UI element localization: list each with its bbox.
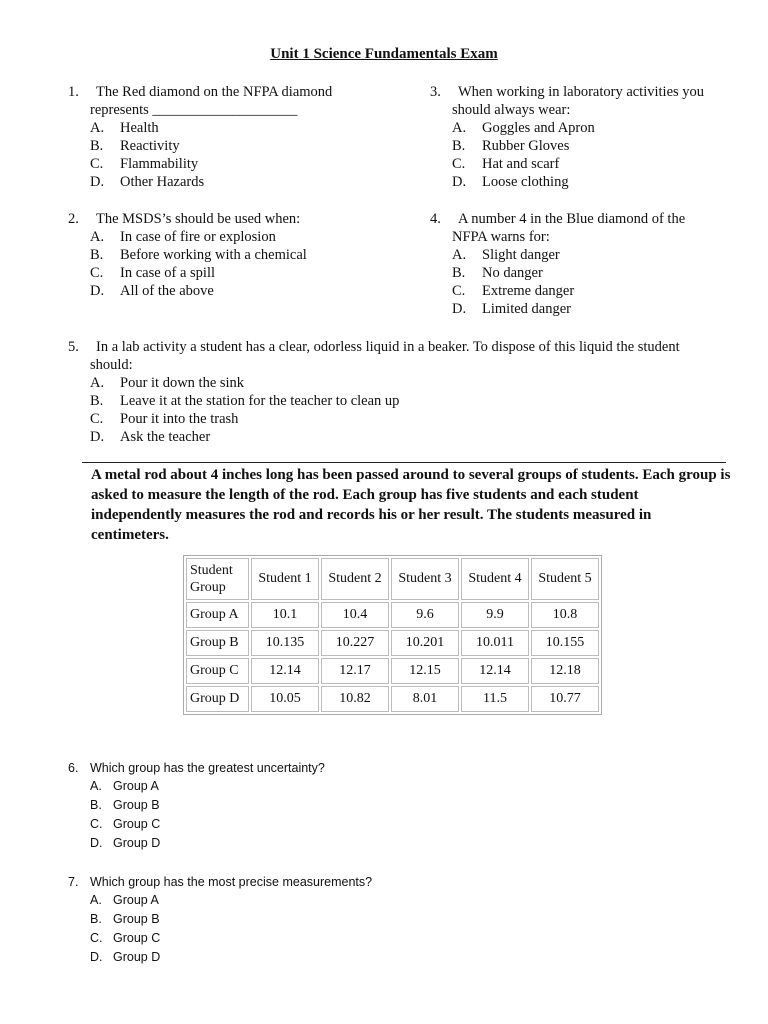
table-row [186, 602, 599, 628]
option-letter: C. [90, 817, 103, 831]
option-text: Hat and scarf [482, 156, 560, 172]
table-cell: 10.227 [321, 630, 389, 656]
question-2 [68, 210, 398, 305]
question-7 [68, 873, 468, 968]
option-letter: B. [90, 393, 104, 409]
option-text: In case of a spill [120, 265, 216, 281]
option-text: Reactivity [120, 138, 180, 154]
option-letter: B. [90, 798, 102, 812]
option-letter: D. [90, 950, 103, 964]
option-text: Loose clothing [482, 174, 569, 190]
option-a[interactable] [90, 777, 159, 795]
column-header: Student 1 [251, 558, 319, 600]
option-text: In case of fire or explosion [120, 229, 276, 245]
option-letter: D. [90, 429, 105, 445]
question-5 [68, 338, 738, 450]
row-label: Group D [186, 686, 249, 712]
table-cell: 9.9 [461, 602, 529, 628]
table-row [186, 630, 599, 656]
table-cell: 10.82 [321, 686, 389, 712]
option-text: Goggles and Apron [482, 120, 595, 136]
option-letter: A. [452, 120, 467, 136]
option-letter: C. [90, 156, 104, 172]
table-cell: 10.201 [391, 630, 459, 656]
table-cell: 12.14 [251, 658, 319, 684]
option-c[interactable] [90, 410, 238, 428]
table-cell: 12.14 [461, 658, 529, 684]
question-1 [68, 83, 398, 193]
option-d[interactable] [90, 173, 204, 191]
option-letter: B. [90, 247, 104, 263]
table-cell: 12.17 [321, 658, 389, 684]
option-letter: D. [90, 836, 103, 850]
option-text: Group C [113, 817, 161, 831]
table-cell: 11.5 [461, 686, 529, 712]
exam-title: Unit 1 Science Fundamentals Exam [270, 46, 498, 62]
question-stem: When working in laboratory activities you [458, 84, 705, 100]
question-stem-continued [90, 101, 297, 119]
option-c[interactable] [90, 155, 198, 173]
question-stem-continued: should always wear: [452, 102, 571, 118]
table-corner-header: Student Group [186, 558, 249, 600]
table-cell: 9.6 [391, 602, 459, 628]
table-cell: 10.77 [531, 686, 599, 712]
option-text: Extreme danger [482, 283, 575, 299]
question-6 [68, 759, 468, 854]
option-text: Limited danger [482, 301, 571, 317]
option-d[interactable] [90, 834, 160, 852]
column-header: Student 2 [321, 558, 389, 600]
option-text: Pour it down the sink [120, 375, 245, 391]
option-a[interactable] [452, 246, 560, 264]
option-c[interactable] [90, 929, 160, 947]
passage-text: A metal rod about 4 inches long has been passed around to several groups of students. Each group is asked to measure the length of the rod. Each group has five students and each student independently measures the rod and records his or her result. The students measured in centimeters. [91, 467, 731, 543]
row-label: Group A [186, 602, 249, 628]
table-header-row [186, 558, 599, 600]
option-text: Leave it at the station for the teacher to clean up [120, 393, 400, 409]
option-letter: B. [90, 912, 102, 926]
option-a[interactable] [90, 891, 159, 909]
option-letter: C. [90, 265, 104, 281]
option-letter: A. [90, 893, 102, 907]
option-c[interactable] [452, 155, 559, 173]
table-cell: 12.18 [531, 658, 599, 684]
option-b[interactable] [90, 392, 399, 410]
option-text: Health [120, 120, 159, 136]
option-b[interactable] [90, 910, 160, 928]
table-row [186, 658, 599, 684]
option-text: Group D [113, 950, 161, 964]
option-letter: B. [452, 138, 466, 154]
question-stem: In a lab activity a student has a clear, odorless liquid in a beaker. To dispose of this liquid the student [96, 339, 680, 355]
question-stem-continued: should: [90, 357, 133, 373]
option-text: Group A [113, 893, 159, 907]
table-cell: 10.011 [461, 630, 529, 656]
option-c[interactable] [90, 815, 160, 833]
question-3 [430, 83, 750, 193]
question-stem: The MSDS’s should be used when: [96, 211, 301, 227]
option-letter: C. [452, 156, 466, 172]
row-label: Group B [186, 630, 249, 656]
option-text: Other Hazards [120, 174, 205, 190]
option-text: Rubber Gloves [482, 138, 570, 154]
option-letter: C. [90, 931, 103, 945]
option-c[interactable] [452, 282, 574, 300]
option-letter: C. [90, 411, 104, 427]
option-letter: D. [452, 301, 467, 317]
option-letter: D. [90, 174, 105, 190]
column-header: Student 4 [461, 558, 529, 600]
option-text: Before working with a chemical [120, 247, 307, 263]
option-b[interactable] [452, 264, 543, 282]
option-text: No danger [482, 265, 543, 281]
option-text: Group D [113, 836, 161, 850]
table-cell: 10.4 [321, 602, 389, 628]
question-4 [430, 210, 750, 320]
option-letter: A. [90, 375, 105, 391]
question-number: 7. [68, 875, 79, 889]
option-text: Group C [113, 931, 161, 945]
option-letter: B. [90, 138, 104, 154]
row-label: Group C [186, 658, 249, 684]
option-a[interactable] [90, 374, 244, 392]
option-text: Group B [113, 798, 160, 812]
option-letter: A. [90, 229, 105, 245]
table-cell: 12.15 [391, 658, 459, 684]
question-stem-text: represents [90, 102, 153, 118]
option-text: All of the above [120, 283, 214, 299]
question-number: 6. [68, 761, 79, 775]
table-row [186, 686, 599, 712]
option-text: Slight danger [482, 247, 560, 263]
option-a[interactable] [90, 119, 159, 137]
question-number: 4. [430, 211, 441, 227]
table-cell: 10.8 [531, 602, 599, 628]
table-cell: 10.1 [251, 602, 319, 628]
option-text: Group A [113, 779, 159, 793]
option-b[interactable] [452, 137, 569, 155]
option-text: Group B [113, 912, 160, 926]
question-stem-continued: NFPA warns for: [452, 229, 550, 245]
option-letter: C. [452, 283, 466, 299]
option-letter: A. [90, 120, 105, 136]
table-cell: 10.155 [531, 630, 599, 656]
option-letter: B. [452, 265, 466, 281]
question-number: 1. [68, 84, 79, 100]
option-a[interactable] [90, 228, 276, 246]
answer-blank: ____________________ [152, 102, 298, 118]
option-d[interactable] [452, 173, 569, 191]
option-letter: D. [452, 174, 467, 190]
column-header: Student 5 [531, 558, 599, 600]
question-number: 3. [430, 84, 441, 100]
option-b[interactable] [90, 796, 160, 814]
option-d[interactable] [452, 300, 571, 318]
option-letter: D. [90, 283, 105, 299]
option-text: Ask the teacher [120, 429, 211, 445]
question-stem: The Red diamond on the NFPA diamond [96, 84, 333, 100]
table-cell: 10.05 [251, 686, 319, 712]
column-header: Student 3 [391, 558, 459, 600]
option-text: Flammability [120, 156, 199, 172]
option-letter: A. [452, 247, 467, 263]
option-d[interactable] [90, 282, 214, 300]
question-stem: Which group has the most precise measurements? [90, 875, 373, 889]
option-c[interactable] [90, 264, 215, 282]
question-stem: A number 4 in the Blue diamond of the [458, 211, 686, 227]
option-d[interactable] [90, 948, 160, 966]
question-number: 2. [68, 211, 79, 227]
option-a[interactable] [452, 119, 595, 137]
option-b[interactable] [90, 137, 180, 155]
option-b[interactable] [90, 246, 307, 264]
option-d[interactable] [90, 428, 210, 446]
question-stem: Which group has the greatest uncertainty? [90, 761, 325, 775]
table-cell: 8.01 [391, 686, 459, 712]
section-divider [82, 462, 726, 463]
option-letter: A. [90, 779, 102, 793]
option-text: Pour it into the trash [120, 411, 239, 427]
table-cell: 10.135 [251, 630, 319, 656]
question-number: 5. [68, 339, 79, 355]
measurement-table [183, 555, 602, 715]
